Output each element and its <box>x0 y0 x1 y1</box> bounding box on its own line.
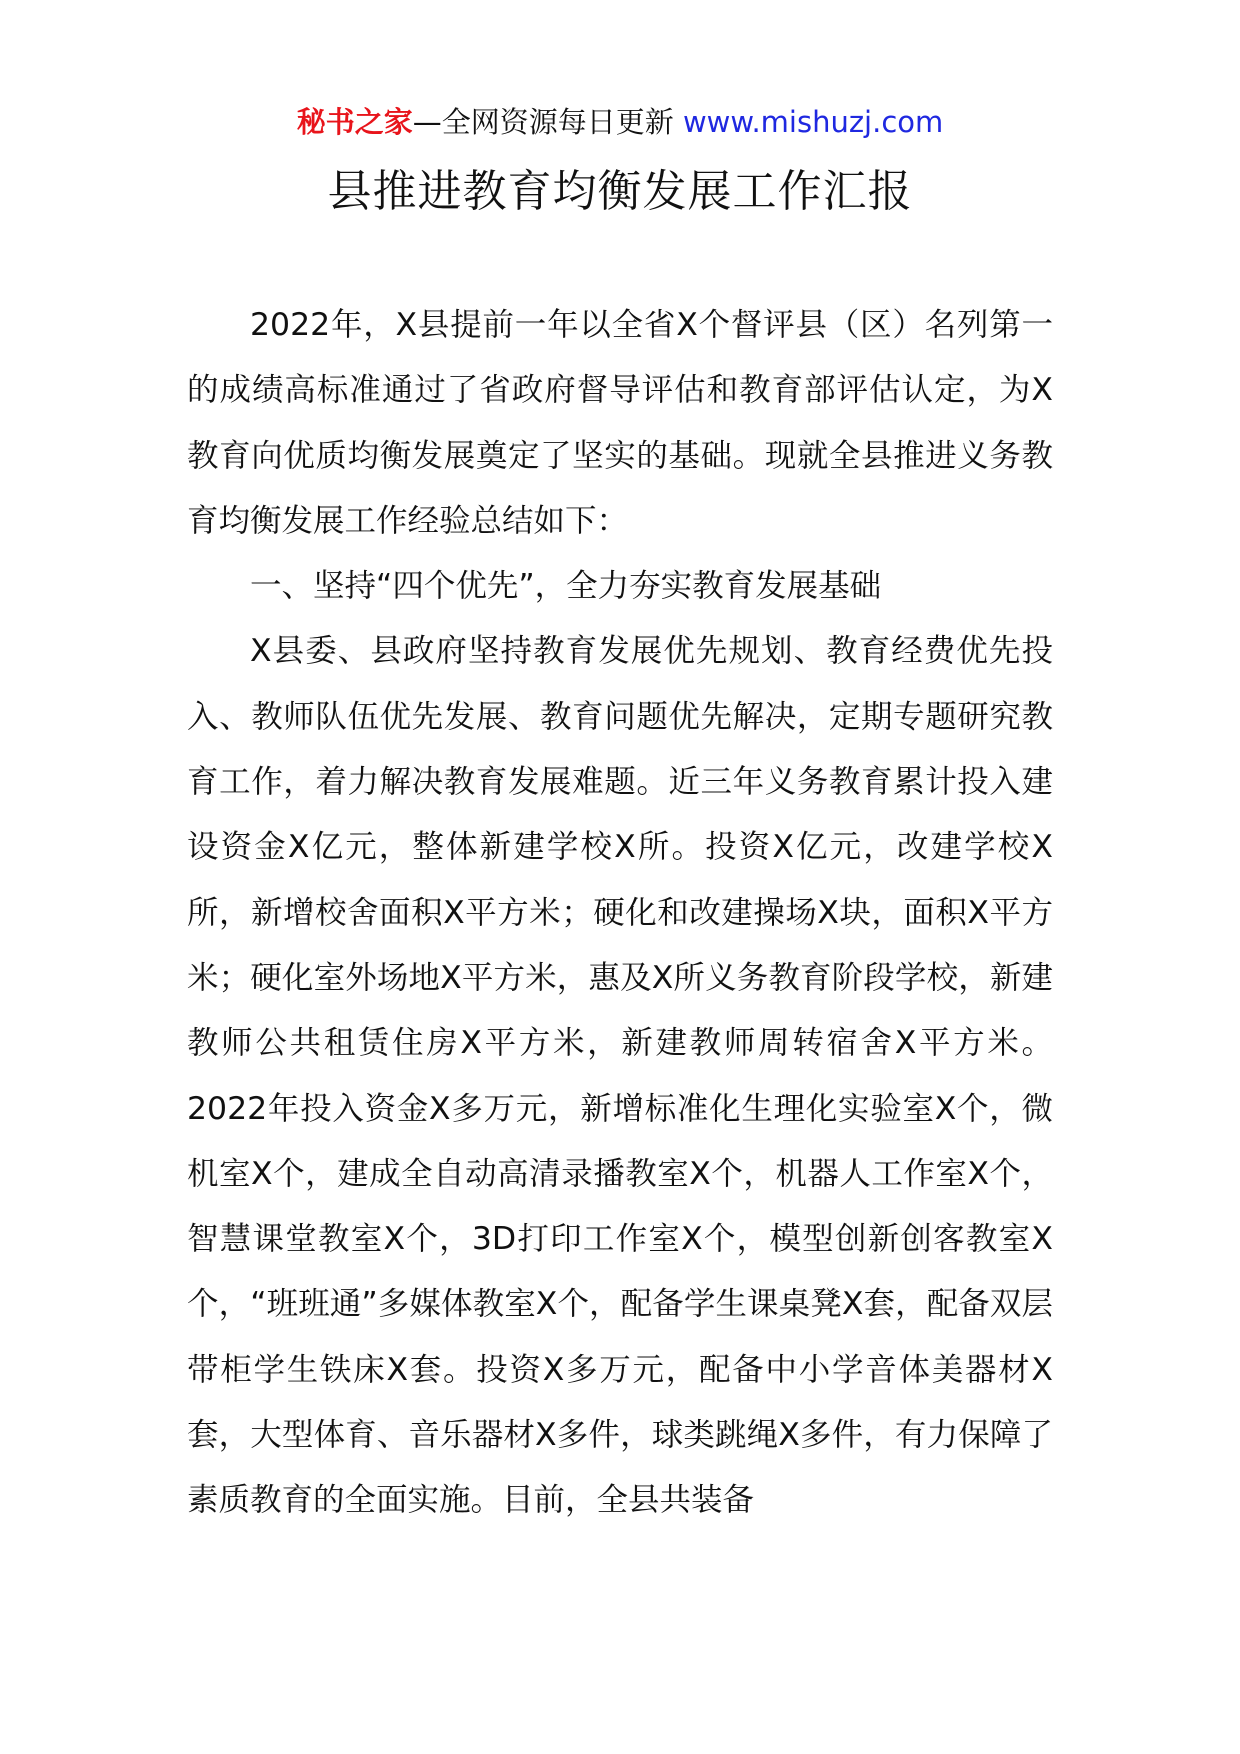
section-heading: 一、坚持“四个优先”，全力夯实教育发展基础 <box>250 568 882 605</box>
document-body <box>187 293 1053 1534</box>
intro-paragraph: 2022年，X县提前一年以全省X个督评县（区）名列第一的成绩高标准通过了省政府督导评估和教育部评估认定，为X教育向优质均衡发展奠定了坚实的基础。现就全县推进义务教育均衡发展工作经验总结如下： <box>187 307 1053 539</box>
site-url[interactable]: www.mishuzj.com <box>682 105 944 139</box>
body-paragraph: X县委、县政府坚持教育发展优先规划、教育经费优先投入、教师队伍优先发展、教育问题优先解决，定期专题研究教育工作，着力解决教育发展难题。近三年义务教育累计投入建设资金X亿元，整体新建学校X所。投资X亿元，改建学校X所，新增校舍面积X平方米；硬化和改建操场X块，面积X平方米；硬化室外场地X平方米，惠及X所义务教育阶段学校，新建教师公共租赁住房X平方米，新建教师周转宿舍X平方米。2022年投入资金X多万元，新增标准化生理化实验室X个，微机室X个，建成全自动高清录播教室X个，机器人工作室X个，智慧课堂教室X个，3D打印工作室X个，模型创新创客教室X个，“班班通”多媒体教室X个，配备学生课桌凳X套，配备双层带柜学生铁床X套。投资X多万元，配备中小学音体美器材X套，大型体育、音乐器材X多件，球类跳绳X多件，有力保障了素质教育的全面实施。目前，全县共装备 <box>187 633 1053 1519</box>
site-slogan: —全网资源每日更新 <box>412 105 683 139</box>
site-brand: 秘书之家 <box>296 105 413 139</box>
document-title: 县推进教育均衡发展工作汇报 <box>327 166 913 217</box>
site-header <box>0 102 1240 142</box>
